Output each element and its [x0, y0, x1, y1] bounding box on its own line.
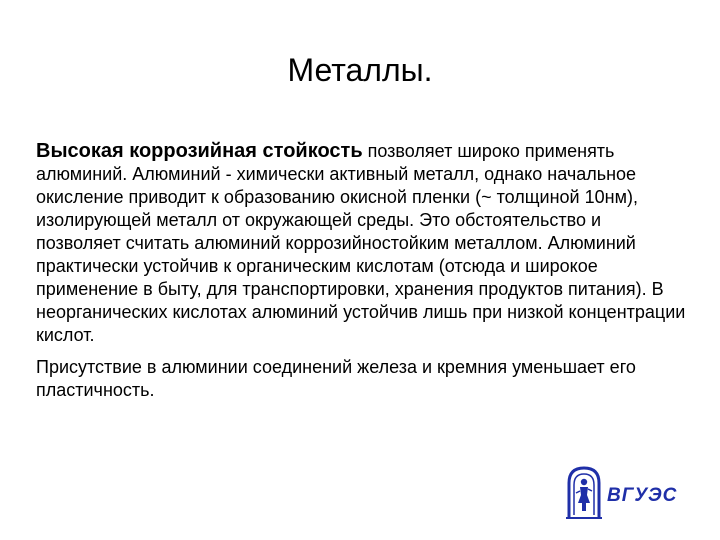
- paragraph-plasticity: Присутствие в алюминии соединений железа и кремния уменьшает его пластичность.: [36, 357, 636, 400]
- slide-body: [36, 140, 688, 411]
- university-logo: [564, 465, 678, 520]
- logo-text: ВГУЭС: [607, 485, 678, 506]
- paragraph-lead: Высокая коррозийная стойкость: [36, 140, 363, 162]
- university-emblem-icon: [564, 465, 604, 520]
- slide-title: Металлы.: [287, 52, 433, 88]
- paragraph-text: позволяет широко применять алюминий. Алюминий - химически активный металл, однако начальное окисление приводит к образованию окисной пленки (~ толщиной 10нм), изолирующей металл от окружающей среды. Это обстоятельство и позволяет считать алюминий коррозийностойким металлом. Алюминий практически устойчив к органическим кислотам (отсюда и широкое применение в быту, для транспортировки, хранения продуктов питания). В неорганических кислотах алюминий устойчив лишь при низкой концентрации кислот.: [36, 141, 686, 345]
- paragraph-corrosion: [36, 140, 688, 347]
